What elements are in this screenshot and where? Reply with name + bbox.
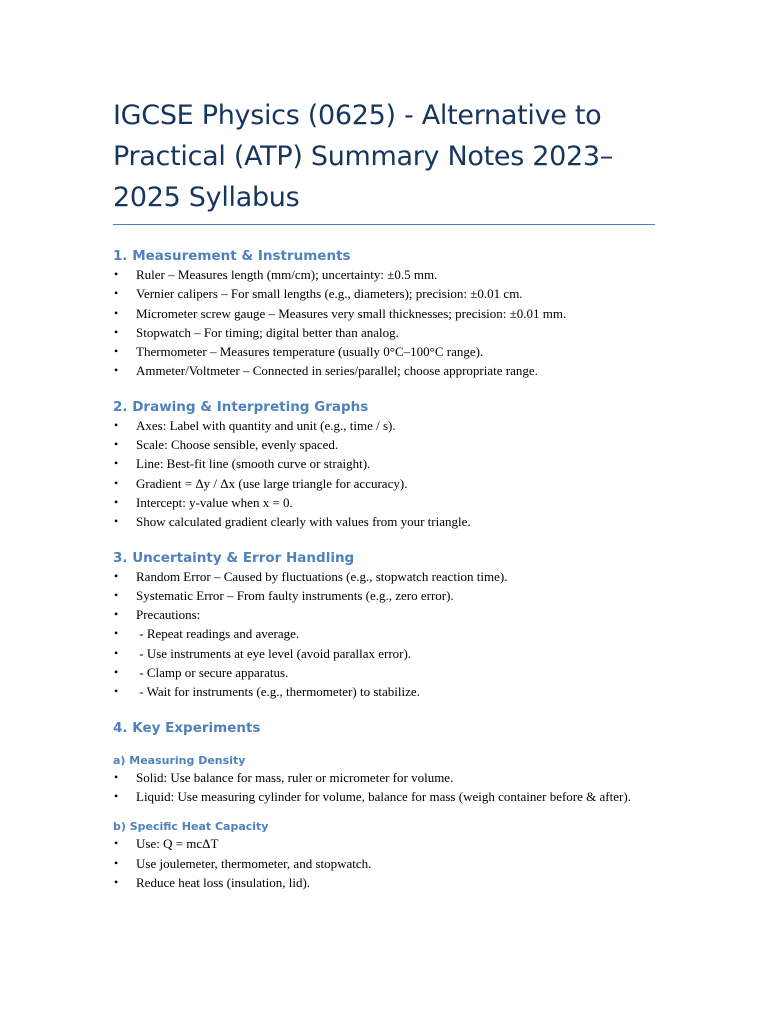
list-item: • Line: Best-fit line (smooth curve or straight). bbox=[113, 454, 655, 473]
subheading-specific-heat: b) Specific Heat Capacity bbox=[113, 820, 269, 834]
bullet-icon: • bbox=[114, 363, 119, 378]
list-item: • Solid: Use balance for mass, ruler or micrometer for volume. bbox=[113, 768, 655, 787]
subheading-density: a) Measuring Density bbox=[113, 753, 246, 767]
bullet-icon: • bbox=[114, 788, 119, 803]
list-item: • Reduce heat loss (insulation, lid). bbox=[113, 873, 655, 892]
list-item: • Thermometer – Measures temperature (usually 0°C–100°C range). bbox=[113, 342, 655, 361]
bullet-icon: • bbox=[114, 514, 119, 529]
bullet-icon: • bbox=[114, 267, 119, 281]
bullet-icon: • bbox=[114, 344, 119, 359]
bullet-icon: • bbox=[114, 437, 119, 452]
list-item: • Ruler – Measures length (mm/cm); uncertainty: ±0.5 mm. bbox=[113, 265, 655, 284]
measurement-list bbox=[113, 265, 655, 381]
uncertainty-list bbox=[113, 567, 655, 702]
bullet-icon: • bbox=[114, 645, 119, 660]
bullet-icon: • bbox=[114, 626, 119, 641]
section-heading-measurement: 1. Measurement & Instruments bbox=[113, 248, 351, 264]
bullet-icon: • bbox=[114, 855, 119, 870]
list-item: • Scale: Choose sensible, evenly spaced. bbox=[113, 435, 655, 454]
list-item: • Show calculated gradient clearly with values from your triangle. bbox=[113, 512, 655, 531]
density-list bbox=[113, 768, 655, 807]
bullet-icon: • bbox=[114, 587, 119, 602]
bullet-icon: • bbox=[114, 286, 119, 301]
bullet-icon: • bbox=[114, 684, 119, 699]
list-item: • Precautions: bbox=[113, 605, 655, 624]
list-item: • Use joulemeter, thermometer, and stopwatch. bbox=[113, 854, 655, 873]
list-item: • Vernier calipers – For small lengths (e.g., diameters); precision: ±0.01 cm. bbox=[113, 284, 655, 303]
section-heading-uncertainty: 3. Uncertainty & Error Handling bbox=[113, 549, 355, 566]
bullet-icon: • bbox=[114, 568, 119, 583]
bullet-icon: • bbox=[114, 665, 119, 680]
bullet-icon: • bbox=[114, 874, 119, 889]
list-item: • Random Error – Caused by fluctuations (e.g., stopwatch reaction time). bbox=[113, 567, 655, 586]
list-item: • - Wait for instruments (e.g., thermometer) to stabilize. bbox=[113, 682, 655, 701]
list-item: • Use: Q = mcΔT bbox=[113, 834, 655, 853]
list-item: • Systematic Error – From faulty instruments (e.g., zero error). bbox=[113, 586, 655, 605]
list-item: • Intercept: y-value when x = 0. bbox=[113, 493, 655, 512]
bullet-icon: • bbox=[114, 417, 119, 432]
document-page bbox=[113, 95, 655, 892]
bullet-icon: • bbox=[114, 456, 119, 471]
list-item: • Ammeter/Voltmeter – Connected in series/parallel; choose appropriate range. bbox=[113, 361, 655, 380]
list-item: • Micrometer screw gauge – Measures very small thicknesses; precision: ±0.01 mm. bbox=[113, 304, 655, 323]
list-item: • Gradient = Δy / Δx (use large triangle for accuracy). bbox=[113, 474, 655, 493]
bullet-icon: • bbox=[114, 475, 119, 490]
bullet-icon: • bbox=[114, 324, 119, 339]
bullet-icon: • bbox=[114, 769, 119, 784]
list-item: • - Use instruments at eye level (avoid parallax error). bbox=[113, 644, 655, 663]
list-item: • - Clamp or secure apparatus. bbox=[113, 663, 655, 682]
specific-heat-list bbox=[113, 834, 655, 892]
bullet-icon: • bbox=[114, 305, 119, 320]
page-title: IGCSE Physics (0625) - Alternative to Practical (ATP) Summary Notes 2023–2025 Syllabus bbox=[113, 95, 655, 225]
section-heading-experiments: 4. Key Experiments bbox=[113, 719, 261, 736]
list-item: • Liquid: Use measuring cylinder for volume, balance for mass (weigh container before & after). bbox=[113, 787, 655, 806]
list-item: • Stopwatch – For timing; digital better than analog. bbox=[113, 323, 655, 342]
section-heading-graphs: 2. Drawing & Interpreting Graphs bbox=[113, 398, 369, 415]
list-item: • Axes: Label with quantity and unit (e.g., time / s). bbox=[113, 416, 655, 435]
bullet-icon: • bbox=[114, 836, 119, 851]
bullet-icon: • bbox=[114, 494, 119, 509]
graphs-list bbox=[113, 416, 655, 532]
list-item: • - Repeat readings and average. bbox=[113, 624, 655, 643]
bullet-icon: • bbox=[114, 607, 119, 622]
